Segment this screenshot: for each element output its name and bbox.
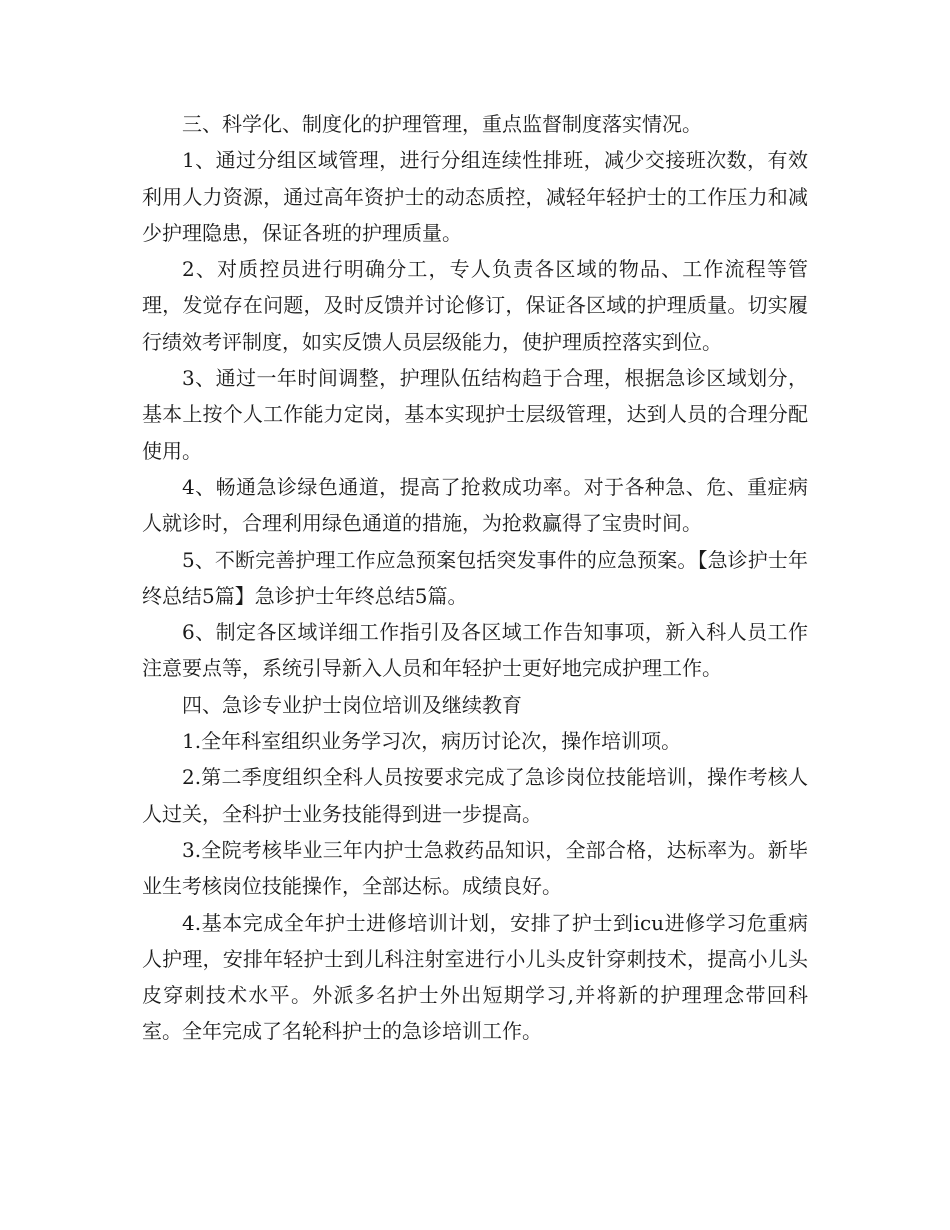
paragraph-item-1: 1、通过分组区域管理，进行分组连续性排班，减少交接班次数，有效利用人力资源，通过高年资护士的动态质控，减轻年轻护士的工作压力和减少护理隐患，保证各班的护理质量。 xyxy=(142,148,808,245)
paragraph-item-6: 6、制定各区域详细工作指引及各区域工作告知事项，新入科人员工作注意要点等，系统引导新入人员和年轻护士更好地完成护理工作。 xyxy=(142,620,808,681)
training-item-2: 2.第二季度组织全科人员按要求完成了急诊岗位技能培训，操作考核人人过关，全科护士业务技能得到进一步提高。 xyxy=(142,765,808,826)
training-item-1: 1.全年科室组织业务学习次，病历讨论次，操作培训项。 xyxy=(182,729,682,754)
section-heading-3: 三、科学化、制度化的护理管理，重点监督制度落实情况。 xyxy=(182,112,702,136)
paragraph-item-5: 5、不断完善护理工作应急预案包括突发事件的应急预案。【急诊护士年终总结5篇】急诊护士年终总结5篇。 xyxy=(142,547,808,608)
training-item-4: 4.基本完成全年护士进修培训计划，安排了护士到icu进修学习危重病人护理，安排年轻护士到儿科注射室进行小儿头皮针穿刺技术，提高小儿头皮穿刺技术水平。外派多名护士外出短期学习,并将新的护理理念带回科室。全年完成了名轮科护士的急诊培训工作。 xyxy=(142,910,808,1044)
section-heading-4: 四、急诊专业护士岗位培训及继续教育 xyxy=(182,692,522,717)
paragraph-item-3: 3、通过一年时间调整，护理队伍结构趋于合理，根据急诊区域划分，基本上按个人工作能力定岗，基本实现护士层级管理，达到人员的合理分配使用。 xyxy=(142,366,808,463)
document-body xyxy=(142,106,808,1050)
paragraph-item-2: 2、对质控员进行明确分工，专人负责各区域的物品、工作流程等管理，发觉存在问题，及时反馈并讨论修订，保证各区域的护理质量。切实履行绩效考评制度，如实反馈人员层级能力，使护理质控落实到位。 xyxy=(142,257,808,354)
training-item-3: 3.全院考核毕业三年内护士急救药品知识，全部合格，达标率为。新毕业生考核岗位技能操作，全部达标。成绩良好。 xyxy=(142,837,808,899)
paragraph-item-4: 4、畅通急诊绿色通道，提高了抢救成功率。对于各种急、危、重症病人就诊时，合理利用绿色通道的措施，为抢救赢得了宝贵时间。 xyxy=(142,474,808,536)
